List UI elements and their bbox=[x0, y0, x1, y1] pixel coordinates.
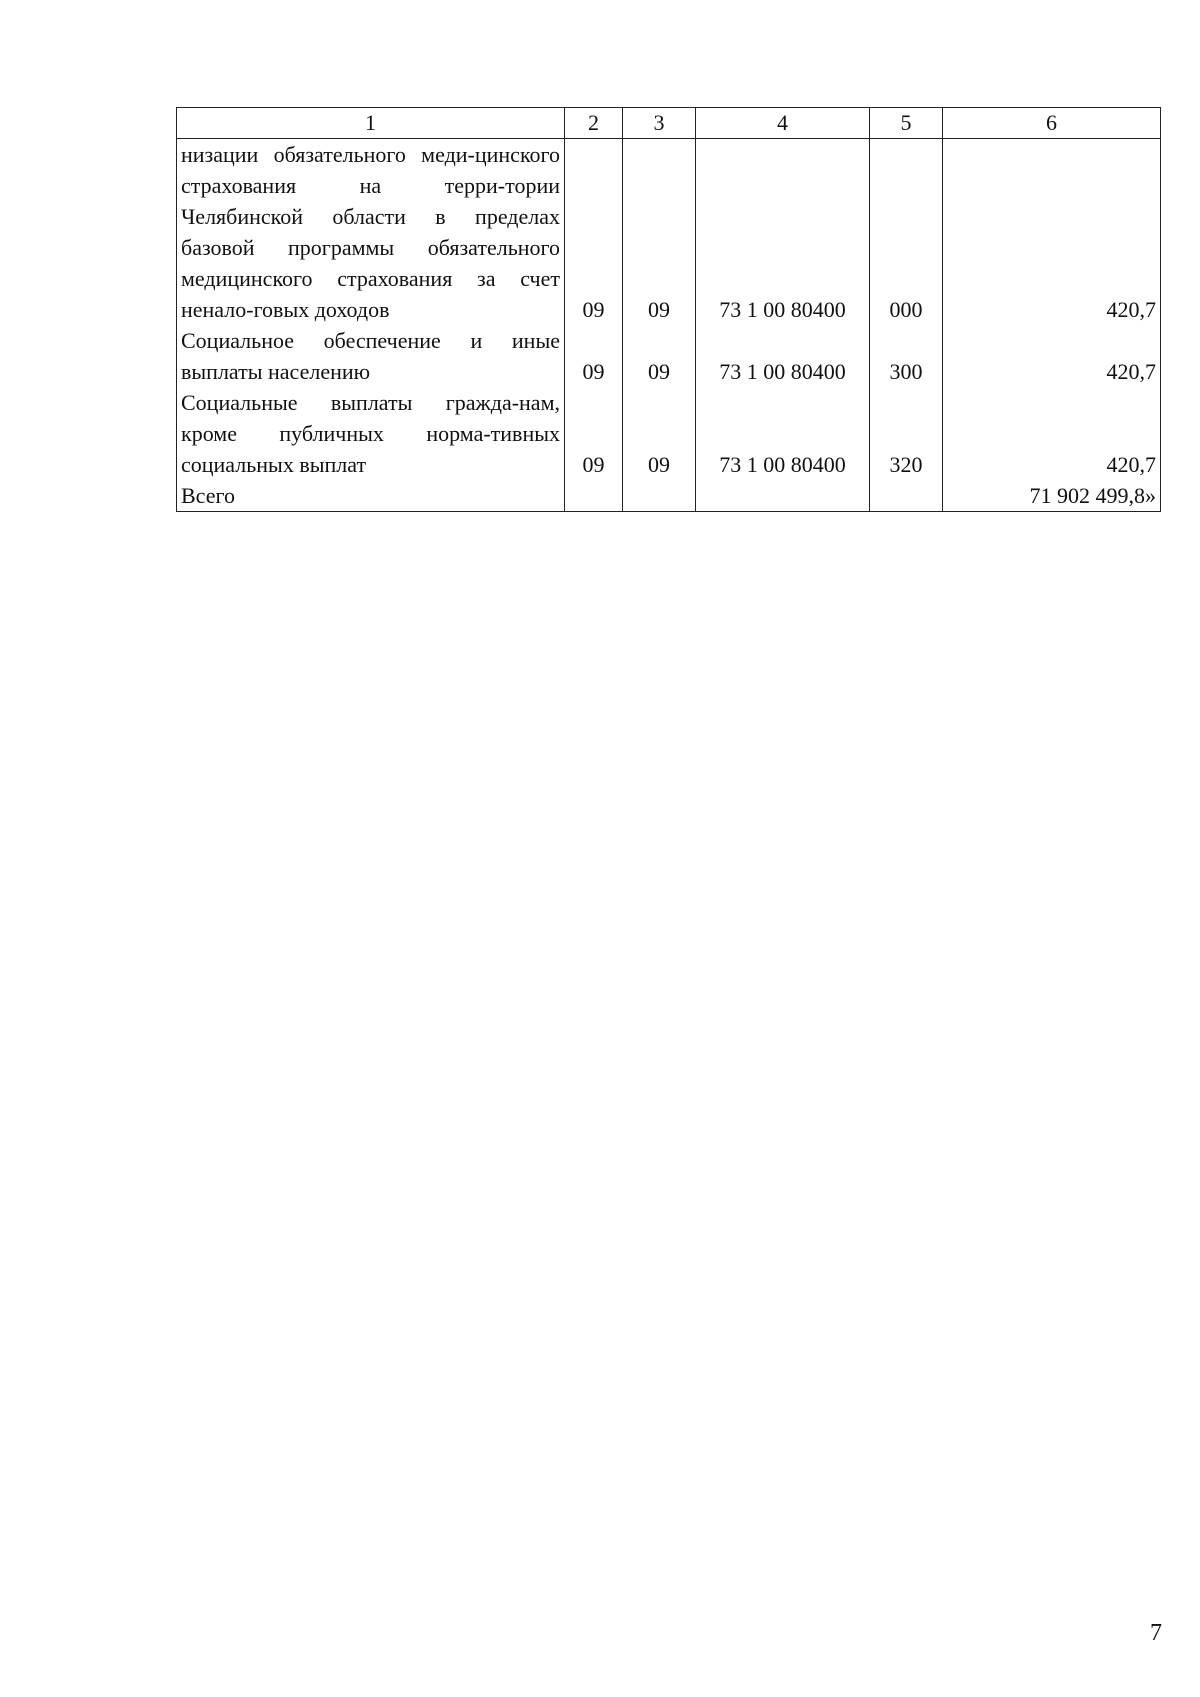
row-amount: 420,7 bbox=[943, 325, 1161, 387]
row-section: 09 bbox=[565, 325, 623, 387]
total-row bbox=[177, 480, 1161, 512]
row-section bbox=[565, 480, 623, 512]
row-target-code: 73 1 00 80400 bbox=[696, 325, 870, 387]
header-col-1: 1 bbox=[177, 108, 565, 139]
table-row bbox=[177, 139, 1161, 326]
table-row bbox=[177, 325, 1161, 387]
row-expense-type bbox=[870, 480, 943, 512]
row-section: 09 bbox=[565, 139, 623, 326]
header-col-6: 6 bbox=[943, 108, 1161, 139]
header-col-2: 2 bbox=[565, 108, 623, 139]
total-label: Всего bbox=[177, 480, 565, 512]
table-row bbox=[177, 387, 1161, 480]
row-target-code: 73 1 00 80400 bbox=[696, 139, 870, 326]
budget-table bbox=[176, 107, 1161, 512]
row-amount: 420,7 bbox=[943, 139, 1161, 326]
header-col-5: 5 bbox=[870, 108, 943, 139]
page-number: 7 bbox=[1150, 1620, 1162, 1646]
row-target-code: 73 1 00 80400 bbox=[696, 387, 870, 480]
row-expense-type: 320 bbox=[870, 387, 943, 480]
row-target-code bbox=[696, 480, 870, 512]
row-name: низации обязательного меди-цинского страхования на терри-тории Челябинской области в пределах базовой программы обязательного медицинского страхования за счет ненало-говых доходов bbox=[177, 139, 565, 326]
row-subsection: 09 bbox=[623, 139, 696, 326]
row-subsection: 09 bbox=[623, 387, 696, 480]
row-subsection bbox=[623, 480, 696, 512]
row-name: Социальные выплаты гражда-нам, кроме публичных норма-тивных социальных выплат bbox=[177, 387, 565, 480]
header-col-3: 3 bbox=[623, 108, 696, 139]
row-name: Социальное обеспечение и иные выплаты населению bbox=[177, 325, 565, 387]
row-section: 09 bbox=[565, 387, 623, 480]
row-subsection: 09 bbox=[623, 325, 696, 387]
row-expense-type: 000 bbox=[870, 139, 943, 326]
row-amount: 420,7 bbox=[943, 387, 1161, 480]
header-col-4: 4 bbox=[696, 108, 870, 139]
header-row bbox=[177, 108, 1161, 139]
row-expense-type: 300 bbox=[870, 325, 943, 387]
total-amount: 71 902 499,8» bbox=[943, 480, 1161, 512]
